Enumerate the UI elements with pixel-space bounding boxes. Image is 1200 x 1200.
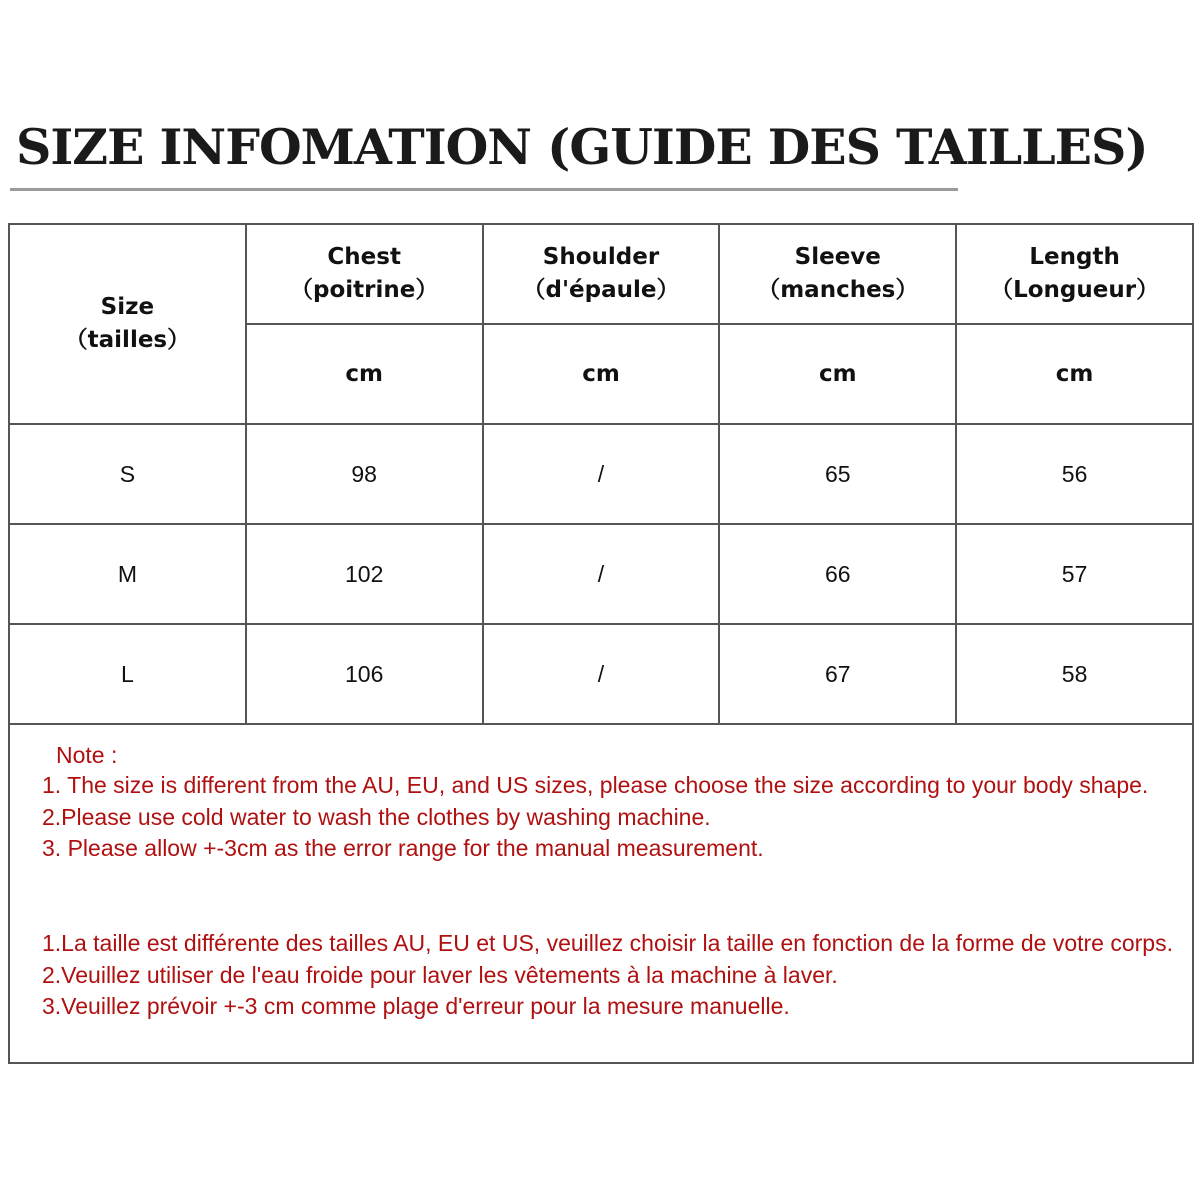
column-name: Sleeve	[794, 244, 881, 270]
table-header-row	[9, 224, 1193, 324]
column-subname: （manches）	[757, 277, 919, 303]
size-cell: L	[9, 624, 246, 724]
notes-french	[42, 928, 1182, 1023]
note-item: 3.Veuillez prévoir +-3 cm comme plage d'erreur pour la mesure manuelle.	[42, 993, 790, 1019]
column-subname: （poitrine）	[290, 277, 439, 303]
size-cell: S	[9, 424, 246, 524]
note-item: 1.La taille est différente des tailles AU, EU et US, veuillez choisir la taille en fonction de la forme de votre corps.	[42, 930, 1173, 956]
size-table	[8, 223, 1194, 725]
sleeve-cell: 65	[719, 424, 956, 524]
notes-english	[42, 770, 1182, 865]
notes-box	[8, 722, 1194, 1064]
chest-cell: 98	[246, 424, 483, 524]
table-row	[9, 424, 1193, 524]
notes-title: Note :	[56, 742, 118, 768]
note-item: 1. The size is different from the AU, EU, and US sizes, please choose the size according to your body shape.	[42, 772, 1149, 798]
chest-cell: 106	[246, 624, 483, 724]
shoulder-cell: /	[483, 524, 720, 624]
chest-header-cell	[246, 224, 483, 324]
size-cell: M	[9, 524, 246, 624]
size-header-label: Size	[100, 294, 155, 320]
sleeve-cell: 67	[719, 624, 956, 724]
table-row	[9, 624, 1193, 724]
length-cell: 58	[956, 624, 1193, 724]
unit-cell: cm	[246, 324, 483, 424]
table-row	[9, 524, 1193, 624]
shoulder-cell: /	[483, 424, 720, 524]
note-item: 3. Please allow +-3cm as the error range for the manual measurement.	[42, 835, 764, 861]
unit-cell: cm	[483, 324, 720, 424]
unit-cell: cm	[956, 324, 1193, 424]
chest-cell: 102	[246, 524, 483, 624]
page-title: SIZE INFOMATION (GUIDE DES TAILLES)	[16, 118, 1148, 176]
column-subname: （Longueur）	[990, 277, 1160, 303]
shoulder-cell: /	[483, 624, 720, 724]
sleeve-header-cell	[719, 224, 956, 324]
sleeve-cell: 66	[719, 524, 956, 624]
note-item: 2.Veuillez utiliser de l'eau froide pour laver les vêtements à la machine à laver.	[42, 961, 838, 988]
length-cell: 57	[956, 524, 1193, 624]
column-name: Chest	[327, 244, 401, 270]
length-cell: 56	[956, 424, 1193, 524]
shoulder-header-cell	[483, 224, 720, 324]
size-header-cell	[9, 224, 246, 424]
column-subname: （d'épaule）	[522, 277, 680, 303]
column-name: Length	[1029, 244, 1120, 270]
unit-cell: cm	[719, 324, 956, 424]
note-item: 2.Please use cold water to wash the clothes by washing machine.	[42, 803, 711, 830]
title-divider	[10, 188, 958, 191]
size-header-sublabel: （tailles）	[64, 327, 191, 353]
column-name: Shoulder	[542, 244, 660, 270]
length-header-cell	[956, 224, 1193, 324]
